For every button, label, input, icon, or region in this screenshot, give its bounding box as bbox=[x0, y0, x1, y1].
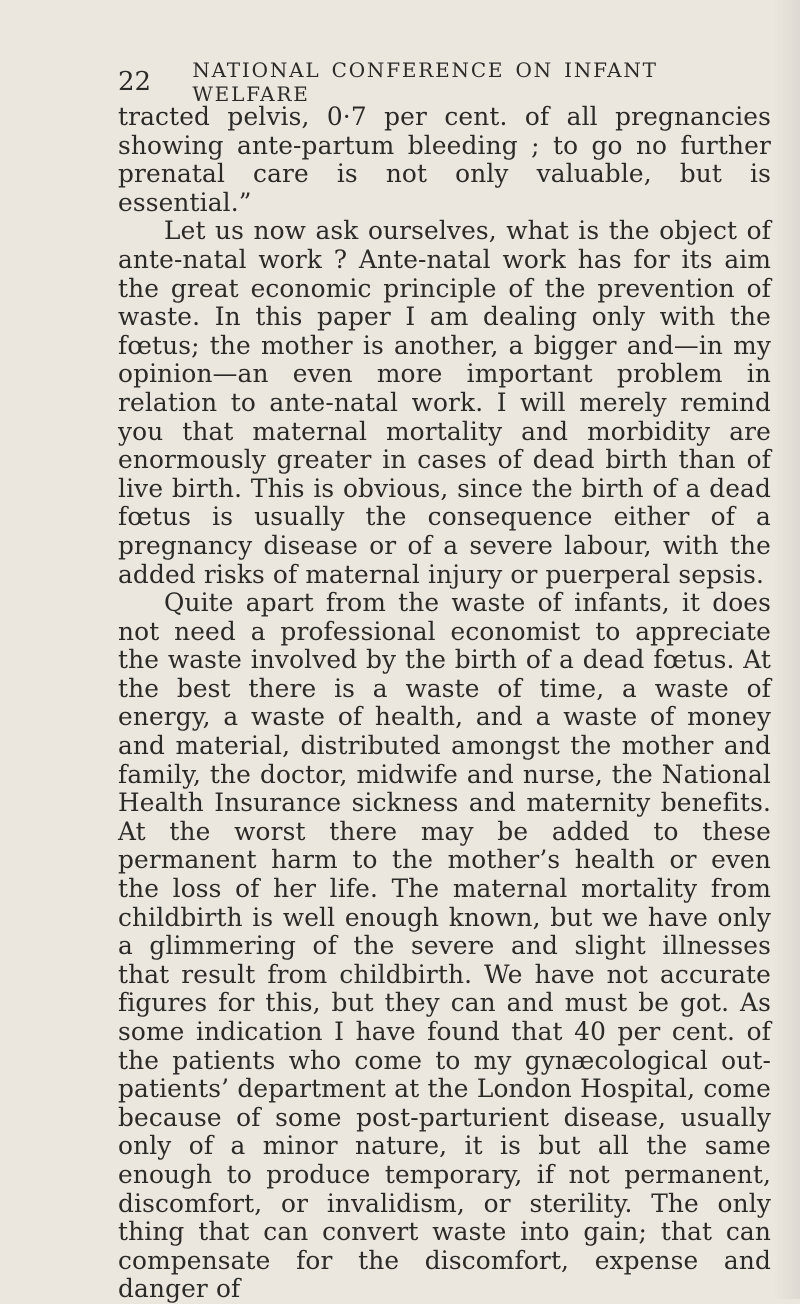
running-head: NATIONAL CONFERENCE ON INFANT WELFARE bbox=[192, 58, 658, 106]
scan-edge-shadow bbox=[774, 0, 800, 1299]
page-number: 22 bbox=[118, 67, 152, 97]
paragraph-continuation: tracted pelvis, 0·7 per cent. of all pregnancies showing ante-partum bleeding ; to go no further prenatal care is not only valuable, but is essential.” bbox=[118, 102, 771, 217]
page-header bbox=[118, 58, 730, 106]
paragraph-ante-natal-work: Let us now ask ourselves, what is the object of ante-natal work ? Ante-natal work has for its aim the great economic principle of the prevention of waste. In this paper I am dealing only with the fœtus; the mother is another, a bigger and—in my opinion—an even more important problem in relation to ante-natal work. I will merely remind you that maternal mortality and morbidity are enormously greater in cases of dead birth than of live birth. This is obvious, since the birth of a dead fœtus is usually the consequence either of a pregnancy disease or of a severe labour, with the added risks of maternal injury or puerperal sepsis. bbox=[118, 216, 771, 589]
paragraph-waste-of-infants: Quite apart from the waste of infants, it does not need a professional economist to appreciate the waste involved by the birth of a dead fœtus. At the best there is a waste of time, a waste of energy, a waste of health, and a waste of money and material, distributed amongst the mother and family, the doctor, midwife and nurse, the National Health Insurance sickness and maternity benefits. At the worst there may be added to these permanent harm to the mother’s health or even the loss of her life. The maternal mortality from childbirth is well enough known, but we have only a glimmering of the severe and slight illnesses that result from childbirth. We have not accurate figures for this, but they can and must be got. As some indication I have found that 40 per cent. of the patients who come to my gynæcological out-patients’ department at the London Hospital, come because of some post-parturient disease, usually only of a minor nature, it is but all the same enough to produce temporary, if not permanent, discomfort, or invalidism, or sterility. The only thing that can convert waste into gain; that can compensate for the discomfort, expense and danger of bbox=[118, 588, 771, 1304]
body-text bbox=[118, 103, 771, 1304]
